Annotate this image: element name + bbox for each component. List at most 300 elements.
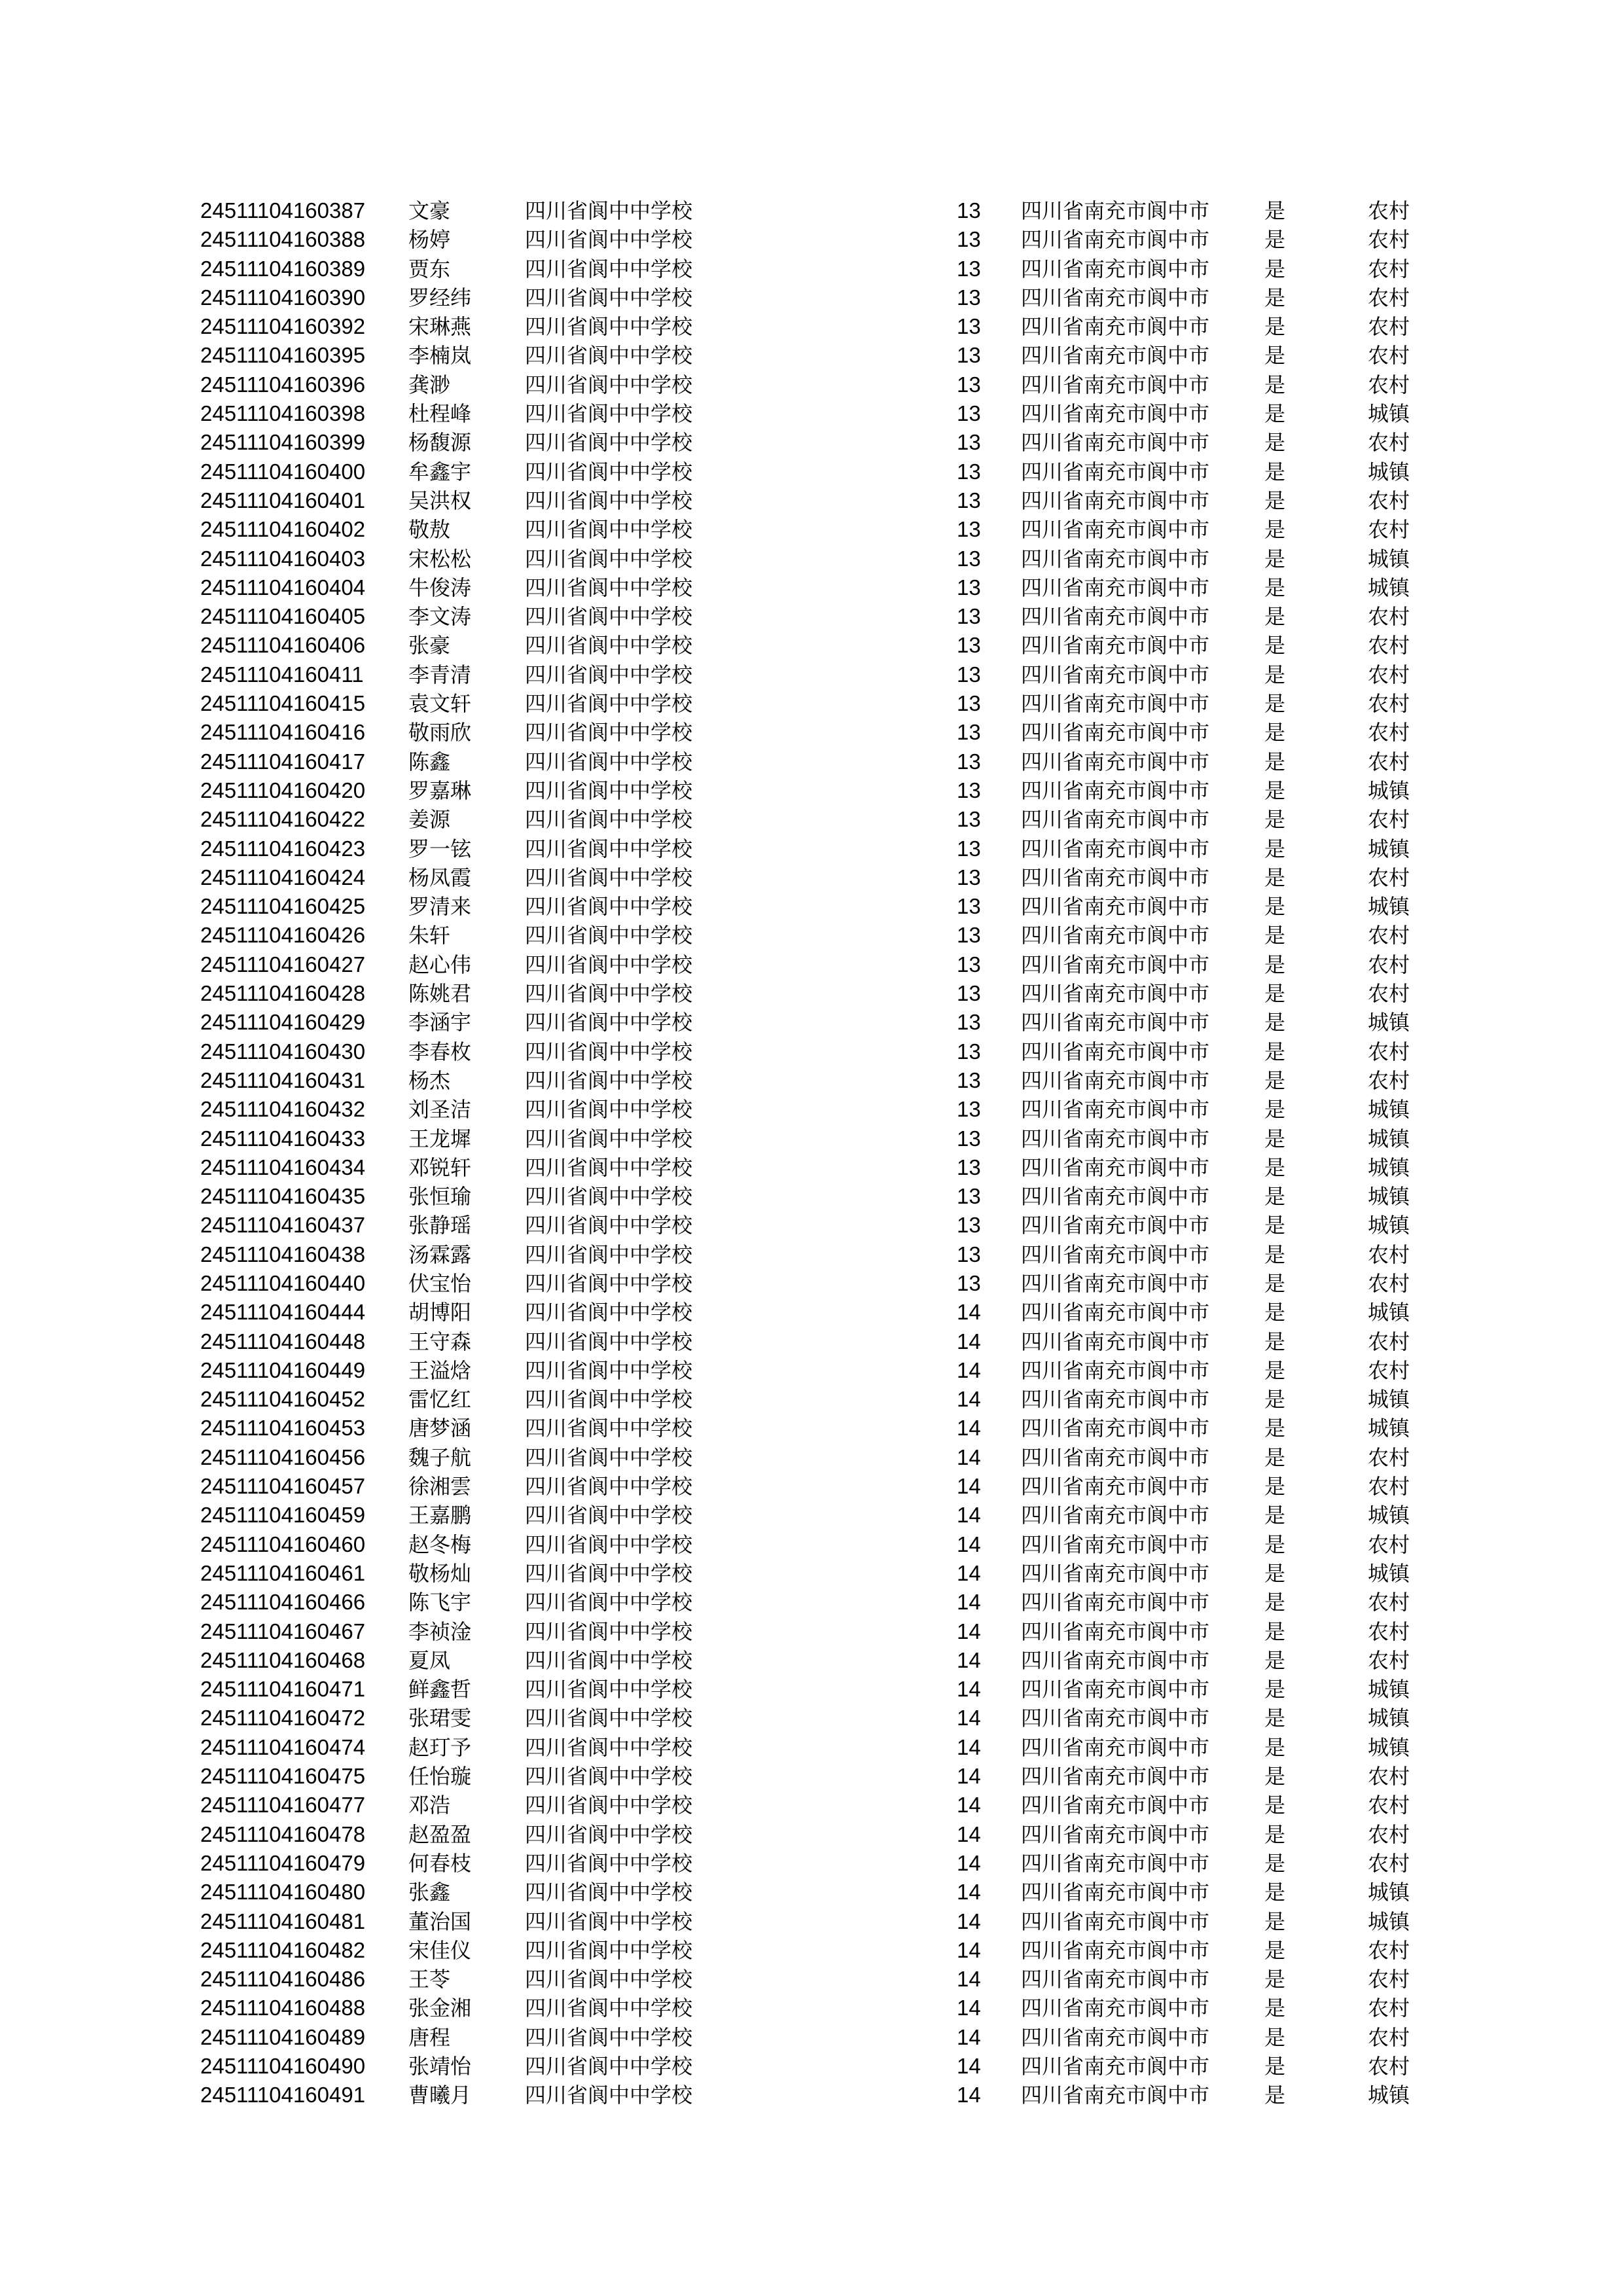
student-name-cell: 夏凤 <box>408 1647 451 1673</box>
grade-code-cell: 13 <box>957 1155 981 1179</box>
residence-type-cell: 农村 <box>1368 807 1410 833</box>
grade-code-cell: 14 <box>957 1880 981 1905</box>
eligibility-flag-cell: 是 <box>1264 923 1286 948</box>
region-cell: 四川省南充市阆中市 <box>1021 285 1210 310</box>
record-id-cell: 24511104160399 <box>200 430 366 455</box>
grade-code-cell: 13 <box>957 1213 981 1238</box>
table-row <box>0 689 1623 718</box>
residence-type-cell: 农村 <box>1368 1474 1410 1499</box>
table-row <box>0 1646 1623 1675</box>
school-name-cell: 四川省阆中中学校 <box>525 1996 693 2021</box>
record-id-cell: 24511104160444 <box>200 1300 366 1325</box>
residence-type-cell: 农村 <box>1368 1242 1410 1267</box>
school-name-cell: 四川省阆中中学校 <box>525 401 693 427</box>
school-name-cell: 四川省阆中中学校 <box>525 227 693 253</box>
region-cell: 四川省南充市阆中市 <box>1021 227 1210 253</box>
region-cell: 四川省南充市阆中市 <box>1021 459 1210 484</box>
school-name-cell: 四川省阆中中学校 <box>525 1619 693 1644</box>
grade-code-cell: 14 <box>957 1677 981 1702</box>
eligibility-flag-cell: 是 <box>1264 2054 1286 2079</box>
residence-type-cell: 城镇 <box>1368 1416 1410 1441</box>
grade-code-cell: 13 <box>957 662 981 687</box>
grade-code-cell: 14 <box>957 2054 981 2078</box>
table-row <box>0 1269 1623 1298</box>
student-name-cell: 邓浩 <box>408 1793 451 1818</box>
student-name-cell: 任怡璇 <box>408 1764 472 1789</box>
grade-code-cell: 13 <box>957 517 981 542</box>
eligibility-flag-cell: 是 <box>1264 1532 1286 1557</box>
region-cell: 四川省南充市阆中市 <box>1021 1067 1210 1093</box>
record-id-cell: 24511104160389 <box>200 256 366 281</box>
student-name-cell: 李祯淦 <box>408 1619 472 1644</box>
school-name-cell: 四川省阆中中学校 <box>525 1357 693 1383</box>
residence-type-cell: 农村 <box>1368 1532 1410 1557</box>
grade-code-cell: 13 <box>957 401 981 426</box>
region-cell: 四川省南充市阆中市 <box>1021 1706 1210 1731</box>
residence-type-cell: 农村 <box>1368 1619 1410 1644</box>
region-cell: 四川省南充市阆中市 <box>1021 1474 1210 1499</box>
grade-code-cell: 13 <box>957 1067 981 1092</box>
record-id-cell: 24511104160395 <box>200 343 366 368</box>
record-id-cell: 24511104160396 <box>200 372 366 397</box>
region-cell: 四川省南充市阆中市 <box>1021 923 1210 948</box>
table-row <box>0 747 1623 776</box>
eligibility-flag-cell: 是 <box>1264 1184 1286 1210</box>
residence-type-cell: 城镇 <box>1368 778 1410 803</box>
residence-type-cell: 城镇 <box>1368 1184 1410 1210</box>
student-name-cell: 伏宝怡 <box>408 1270 472 1296</box>
grade-code-cell: 13 <box>957 749 981 774</box>
school-name-cell: 四川省阆中中学校 <box>525 1937 693 1963</box>
school-name-cell: 四川省阆中中学校 <box>525 430 693 456</box>
school-name-cell: 四川省阆中中学校 <box>525 256 693 281</box>
school-name-cell: 四川省阆中中学校 <box>525 662 693 687</box>
record-id-cell: 24511104160475 <box>200 1764 366 1789</box>
eligibility-flag-cell: 是 <box>1264 691 1286 717</box>
table-row <box>0 1327 1623 1356</box>
table-row <box>0 921 1623 950</box>
table-row <box>0 892 1623 921</box>
record-id-cell: 24511104160427 <box>200 952 366 977</box>
record-id-cell: 24511104160461 <box>200 1560 366 1585</box>
record-id-cell: 24511104160489 <box>200 2024 366 2049</box>
record-id-cell: 24511104160435 <box>200 1184 366 1209</box>
residence-type-cell: 农村 <box>1368 1357 1410 1383</box>
eligibility-flag-cell: 是 <box>1264 1937 1286 1963</box>
student-name-cell: 陈姚君 <box>408 981 472 1007</box>
table-row <box>0 1675 1623 1704</box>
grade-code-cell: 13 <box>957 198 981 223</box>
table-row <box>0 1414 1623 1443</box>
student-name-cell: 张珺雯 <box>408 1706 472 1731</box>
table-row <box>0 834 1623 863</box>
table-row <box>0 1762 1623 1791</box>
student-name-cell: 敬雨欣 <box>408 720 472 745</box>
eligibility-flag-cell: 是 <box>1264 1387 1286 1412</box>
grade-code-cell: 14 <box>957 1647 981 1672</box>
school-name-cell: 四川省阆中中学校 <box>525 575 693 600</box>
school-name-cell: 四川省阆中中学校 <box>525 720 693 745</box>
student-name-cell: 王嘉鹏 <box>408 1503 472 1528</box>
eligibility-flag-cell: 是 <box>1264 1213 1286 1238</box>
table-row <box>0 545 1623 573</box>
table-row <box>0 2081 1623 2109</box>
school-name-cell: 四川省阆中中学校 <box>525 1300 693 1325</box>
record-id-cell: 24511104160402 <box>200 517 366 542</box>
region-cell: 四川省南充市阆中市 <box>1021 256 1210 281</box>
residence-type-cell: 农村 <box>1368 1329 1410 1354</box>
record-id-cell: 24511104160429 <box>200 1010 366 1035</box>
table-row <box>0 1733 1623 1762</box>
region-cell: 四川省南充市阆中市 <box>1021 2054 1210 2079</box>
table-row <box>0 225 1623 254</box>
student-name-cell: 文豪 <box>408 198 451 223</box>
school-name-cell: 四川省阆中中学校 <box>525 1329 693 1354</box>
residence-type-cell: 城镇 <box>1368 1387 1410 1412</box>
residence-type-cell: 农村 <box>1368 720 1410 745</box>
student-name-cell: 牛俊涛 <box>408 575 472 600</box>
school-name-cell: 四川省阆中中学校 <box>525 488 693 513</box>
student-name-cell: 唐程 <box>408 2024 451 2050</box>
residence-type-cell: 城镇 <box>1368 1155 1410 1180</box>
school-name-cell: 四川省阆中中学校 <box>525 981 693 1007</box>
region-cell: 四川省南充市阆中市 <box>1021 1967 1210 1992</box>
record-id-cell: 24511104160448 <box>200 1329 366 1354</box>
grade-code-cell: 13 <box>957 894 981 919</box>
region-cell: 四川省南充市阆中市 <box>1021 662 1210 687</box>
table-row <box>0 515 1623 544</box>
table-row <box>0 1443 1623 1472</box>
region-cell: 四川省南充市阆中市 <box>1021 2083 1210 2108</box>
student-name-cell: 刘圣洁 <box>408 1097 472 1122</box>
grade-code-cell: 14 <box>957 1560 981 1585</box>
region-cell: 四川省南充市阆中市 <box>1021 1503 1210 1528</box>
school-name-cell: 四川省阆中中学校 <box>525 1444 693 1470</box>
region-cell: 四川省南充市阆中市 <box>1021 1097 1210 1122</box>
eligibility-flag-cell: 是 <box>1264 314 1286 340</box>
school-name-cell: 四川省阆中中学校 <box>525 604 693 630</box>
table-row <box>0 950 1623 979</box>
table-row <box>0 2023 1623 2052</box>
table-row <box>0 283 1623 312</box>
table-row <box>0 1182 1623 1211</box>
record-id-cell: 24511104160387 <box>200 198 366 223</box>
region-cell: 四川省南充市阆中市 <box>1021 1532 1210 1557</box>
record-id-cell: 24511104160415 <box>200 691 366 716</box>
school-name-cell: 四川省阆中中学校 <box>525 1734 693 1760</box>
school-name-cell: 四川省阆中中学校 <box>525 372 693 397</box>
residence-type-cell: 农村 <box>1368 2024 1410 2050</box>
region-cell: 四川省南充市阆中市 <box>1021 1850 1210 1876</box>
record-id-cell: 24511104160417 <box>200 749 366 774</box>
table-row <box>0 399 1623 428</box>
table-row <box>0 1704 1623 1732</box>
school-name-cell: 四川省阆中中学校 <box>525 807 693 833</box>
grade-code-cell: 14 <box>957 1590 981 1615</box>
eligibility-flag-cell: 是 <box>1264 459 1286 484</box>
student-name-cell: 龚渺 <box>408 372 451 397</box>
school-name-cell: 四川省阆中中学校 <box>525 1850 693 1876</box>
student-name-cell: 王守森 <box>408 1329 472 1354</box>
region-cell: 四川省南充市阆中市 <box>1021 575 1210 600</box>
record-id-cell: 24511104160467 <box>200 1619 366 1643</box>
eligibility-flag-cell: 是 <box>1264 1416 1286 1441</box>
grade-code-cell: 13 <box>957 256 981 281</box>
record-id-cell: 24511104160468 <box>200 1647 366 1672</box>
region-cell: 四川省南充市阆中市 <box>1021 1937 1210 1963</box>
school-name-cell: 四川省阆中中学校 <box>525 1270 693 1296</box>
grade-code-cell: 13 <box>957 372 981 397</box>
record-id-cell: 24511104160460 <box>200 1532 366 1556</box>
student-name-cell: 王苓 <box>408 1967 451 1992</box>
school-name-cell: 四川省阆中中学校 <box>525 894 693 920</box>
grade-code-cell: 14 <box>957 1416 981 1441</box>
grade-code-cell: 14 <box>957 1329 981 1354</box>
eligibility-flag-cell: 是 <box>1264 1909 1286 1934</box>
region-cell: 四川省南充市阆中市 <box>1021 1647 1210 1673</box>
eligibility-flag-cell: 是 <box>1264 1010 1286 1035</box>
student-name-cell: 姜源 <box>408 807 451 833</box>
residence-type-cell: 农村 <box>1368 517 1410 543</box>
eligibility-flag-cell: 是 <box>1264 1444 1286 1470</box>
table-row <box>0 718 1623 747</box>
student-name-cell: 赵冬梅 <box>408 1532 472 1557</box>
table-row <box>0 776 1623 805</box>
residence-type-cell: 城镇 <box>1368 575 1410 600</box>
student-name-cell: 杜程峰 <box>408 401 472 427</box>
region-cell: 四川省南充市阆中市 <box>1021 865 1210 890</box>
region-cell: 四川省南充市阆中市 <box>1021 1329 1210 1354</box>
residence-type-cell: 农村 <box>1368 691 1410 717</box>
table-row <box>0 486 1623 515</box>
region-cell: 四川省南充市阆中市 <box>1021 1677 1210 1702</box>
region-cell: 四川省南充市阆中市 <box>1021 1880 1210 1905</box>
student-name-cell: 王溢焓 <box>408 1357 472 1383</box>
student-name-cell: 罗嘉琳 <box>408 778 472 803</box>
region-cell: 四川省南充市阆中市 <box>1021 1300 1210 1325</box>
grade-code-cell: 14 <box>957 1967 981 1992</box>
eligibility-flag-cell: 是 <box>1264 1474 1286 1499</box>
residence-type-cell: 农村 <box>1368 1793 1410 1818</box>
eligibility-flag-cell: 是 <box>1264 1996 1286 2021</box>
record-id-cell: 24511104160390 <box>200 285 366 310</box>
residence-type-cell: 城镇 <box>1368 1097 1410 1122</box>
record-table <box>0 196 1623 2110</box>
region-cell: 四川省南充市阆中市 <box>1021 1590 1210 1615</box>
grade-code-cell: 13 <box>957 807 981 832</box>
residence-type-cell: 农村 <box>1368 1821 1410 1847</box>
school-name-cell: 四川省阆中中学校 <box>525 836 693 861</box>
school-name-cell: 四川省阆中中学校 <box>525 1560 693 1586</box>
student-name-cell: 张金湘 <box>408 1996 472 2021</box>
residence-type-cell: 城镇 <box>1368 1734 1410 1760</box>
table-row <box>0 1008 1623 1037</box>
grade-code-cell: 13 <box>957 1184 981 1209</box>
record-id-cell: 24511104160486 <box>200 1967 366 1992</box>
school-name-cell: 四川省阆中中学校 <box>525 1242 693 1267</box>
school-name-cell: 四川省阆中中学校 <box>525 2024 693 2050</box>
record-id-cell: 24511104160434 <box>200 1155 366 1179</box>
table-row <box>0 255 1623 283</box>
school-name-cell: 四川省阆中中学校 <box>525 1097 693 1122</box>
eligibility-flag-cell: 是 <box>1264 749 1286 774</box>
residence-type-cell: 农村 <box>1368 198 1410 223</box>
record-id-cell: 24511104160432 <box>200 1097 366 1122</box>
record-id-cell: 24511104160423 <box>200 836 366 861</box>
table-row <box>0 428 1623 457</box>
residence-type-cell: 农村 <box>1368 430 1410 456</box>
student-name-cell: 魏子航 <box>408 1444 472 1470</box>
record-id-cell: 24511104160471 <box>200 1677 366 1702</box>
region-cell: 四川省南充市阆中市 <box>1021 952 1210 977</box>
record-id-cell: 24511104160472 <box>200 1706 366 1731</box>
residence-type-cell: 城镇 <box>1368 1213 1410 1238</box>
grade-code-cell: 13 <box>957 1039 981 1064</box>
student-name-cell: 李春枚 <box>408 1039 472 1064</box>
grade-code-cell: 13 <box>957 923 981 948</box>
eligibility-flag-cell: 是 <box>1264 2024 1286 2050</box>
grade-code-cell: 14 <box>957 1300 981 1325</box>
eligibility-flag-cell: 是 <box>1264 2083 1286 2108</box>
eligibility-flag-cell: 是 <box>1264 1242 1286 1267</box>
school-name-cell: 四川省阆中中学校 <box>525 865 693 890</box>
grade-code-cell: 13 <box>957 1270 981 1295</box>
school-name-cell: 四川省阆中中学校 <box>525 314 693 340</box>
record-id-cell: 24511104160438 <box>200 1242 366 1266</box>
residence-type-cell: 农村 <box>1368 1444 1410 1470</box>
region-cell: 四川省南充市阆中市 <box>1021 1416 1210 1441</box>
residence-type-cell: 农村 <box>1368 1647 1410 1673</box>
school-name-cell: 四川省阆中中学校 <box>525 952 693 977</box>
student-name-cell: 邓锐轩 <box>408 1155 472 1180</box>
record-id-cell: 24511104160433 <box>200 1126 366 1151</box>
student-name-cell: 陈飞宇 <box>408 1590 472 1615</box>
school-name-cell: 四川省阆中中学校 <box>525 1503 693 1528</box>
residence-type-cell: 农村 <box>1368 1590 1410 1615</box>
eligibility-flag-cell: 是 <box>1264 1967 1286 1992</box>
record-id-cell: 24511104160440 <box>200 1270 366 1295</box>
record-id-cell: 24511104160491 <box>200 2083 366 2108</box>
region-cell: 四川省南充市阆中市 <box>1021 836 1210 861</box>
grade-code-cell: 13 <box>957 720 981 745</box>
eligibility-flag-cell: 是 <box>1264 778 1286 803</box>
residence-type-cell: 农村 <box>1368 633 1410 658</box>
grade-code-cell: 13 <box>957 1010 981 1035</box>
eligibility-flag-cell: 是 <box>1264 1850 1286 1876</box>
record-id-cell: 24511104160479 <box>200 1850 366 1875</box>
region-cell: 四川省南充市阆中市 <box>1021 1242 1210 1267</box>
residence-type-cell: 农村 <box>1368 1967 1410 1992</box>
grade-code-cell: 13 <box>957 1242 981 1266</box>
residence-type-cell: 城镇 <box>1368 1126 1410 1151</box>
table-row <box>0 1820 1623 1849</box>
record-id-cell: 24511104160490 <box>200 2054 366 2078</box>
record-id-cell: 24511104160449 <box>200 1357 366 1382</box>
residence-type-cell: 城镇 <box>1368 894 1410 920</box>
record-id-cell: 24511104160477 <box>200 1793 366 1818</box>
eligibility-flag-cell: 是 <box>1264 343 1286 368</box>
eligibility-flag-cell: 是 <box>1264 1590 1286 1615</box>
eligibility-flag-cell: 是 <box>1264 836 1286 861</box>
eligibility-flag-cell: 是 <box>1264 952 1286 977</box>
residence-type-cell: 农村 <box>1368 1067 1410 1093</box>
residence-type-cell: 农村 <box>1368 1850 1410 1876</box>
student-name-cell: 汤霖露 <box>408 1242 472 1267</box>
table-row <box>0 1356 1623 1385</box>
eligibility-flag-cell: 是 <box>1264 1677 1286 1702</box>
table-row <box>0 1588 1623 1617</box>
grade-code-cell: 13 <box>957 633 981 658</box>
region-cell: 四川省南充市阆中市 <box>1021 1270 1210 1296</box>
table-row <box>0 1907 1623 1936</box>
eligibility-flag-cell: 是 <box>1264 1039 1286 1064</box>
school-name-cell: 四川省阆中中学校 <box>525 1677 693 1702</box>
school-name-cell: 四川省阆中中学校 <box>525 1590 693 1615</box>
residence-type-cell: 农村 <box>1368 749 1410 774</box>
student-name-cell: 敬杨灿 <box>408 1560 472 1586</box>
grade-code-cell: 13 <box>957 1097 981 1122</box>
residence-type-cell: 农村 <box>1368 1764 1410 1789</box>
student-name-cell: 牟鑫宇 <box>408 459 472 484</box>
grade-code-cell: 13 <box>957 691 981 716</box>
table-row <box>0 2052 1623 2081</box>
eligibility-flag-cell: 是 <box>1264 285 1286 310</box>
table-row <box>0 457 1623 486</box>
student-name-cell: 敬敖 <box>408 517 451 543</box>
eligibility-flag-cell: 是 <box>1264 1821 1286 1847</box>
grade-code-cell: 13 <box>957 778 981 802</box>
student-name-cell: 李青清 <box>408 662 472 687</box>
residence-type-cell: 农村 <box>1368 488 1410 513</box>
residence-type-cell: 农村 <box>1368 227 1410 253</box>
eligibility-flag-cell: 是 <box>1264 633 1286 658</box>
residence-type-cell: 农村 <box>1368 372 1410 397</box>
table-row <box>0 602 1623 631</box>
region-cell: 四川省南充市阆中市 <box>1021 1184 1210 1210</box>
student-name-cell: 赵盈盈 <box>408 1821 472 1847</box>
record-id-cell: 24511104160422 <box>200 807 366 832</box>
residence-type-cell: 农村 <box>1368 256 1410 281</box>
grade-code-cell: 14 <box>957 1996 981 2020</box>
eligibility-flag-cell: 是 <box>1264 488 1286 513</box>
record-id-cell: 24511104160437 <box>200 1213 366 1238</box>
residence-type-cell: 农村 <box>1368 662 1410 687</box>
student-name-cell: 罗一铉 <box>408 836 472 861</box>
table-row <box>0 1298 1623 1327</box>
residence-type-cell: 农村 <box>1368 1996 1410 2021</box>
residence-type-cell: 城镇 <box>1368 2083 1410 2108</box>
student-name-cell: 宋松松 <box>408 546 472 571</box>
eligibility-flag-cell: 是 <box>1264 1560 1286 1586</box>
region-cell: 四川省南充市阆中市 <box>1021 546 1210 571</box>
school-name-cell: 四川省阆中中学校 <box>525 1010 693 1035</box>
region-cell: 四川省南充市阆中市 <box>1021 372 1210 397</box>
table-row <box>0 1124 1623 1153</box>
grade-code-cell: 13 <box>957 865 981 889</box>
residence-type-cell: 农村 <box>1368 865 1410 890</box>
student-name-cell: 雷忆红 <box>408 1387 472 1412</box>
record-id-cell: 24511104160388 <box>200 227 366 252</box>
grade-code-cell: 14 <box>957 2024 981 2049</box>
student-name-cell: 董治国 <box>408 1909 472 1934</box>
region-cell: 四川省南充市阆中市 <box>1021 1213 1210 1238</box>
region-cell: 四川省南充市阆中市 <box>1021 1996 1210 2021</box>
grade-code-cell: 14 <box>957 1909 981 1933</box>
residence-type-cell: 城镇 <box>1368 546 1410 571</box>
school-name-cell: 四川省阆中中学校 <box>525 343 693 368</box>
school-name-cell: 四川省阆中中学校 <box>525 1532 693 1557</box>
grade-code-cell: 14 <box>957 1532 981 1556</box>
